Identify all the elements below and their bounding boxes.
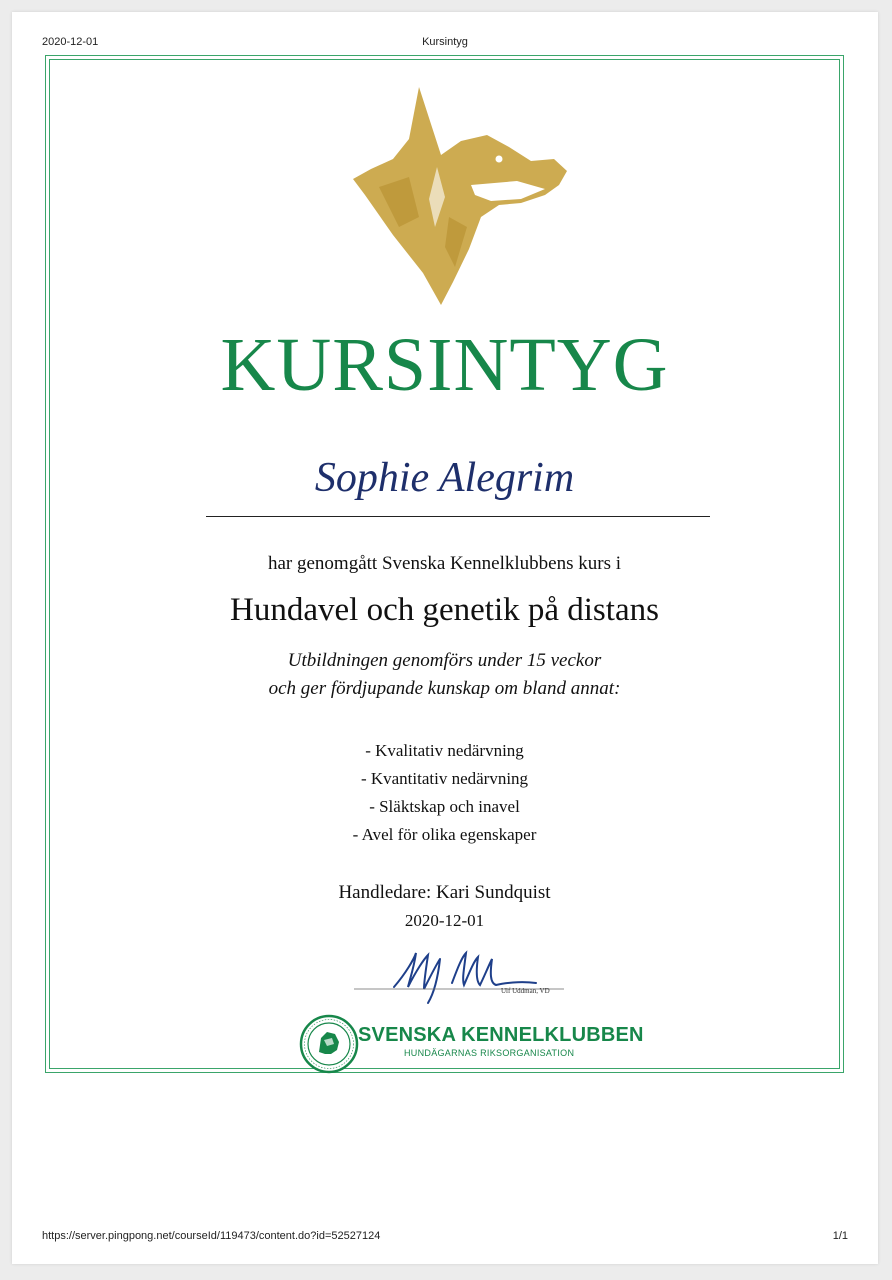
topic-list: [49, 737, 840, 849]
course-name: Hundavel och genetik på distans: [230, 592, 659, 628]
print-footer-page: 1/1: [832, 1230, 848, 1242]
name-underline: [206, 516, 710, 517]
certificate: [49, 59, 840, 1069]
kennel-club-seal-icon: [299, 1014, 359, 1074]
print-header-title: Kursintyg: [422, 36, 468, 48]
description-line-2: och ger fördjupande kunskap om bland annat:: [268, 678, 621, 699]
instructor: Handledare: Kari Sundquist: [338, 882, 551, 903]
print-footer-url: https://server.pingpong.net/courseId/119473/content.do?id=52527124: [42, 1230, 381, 1242]
certificate-date: 2020-12-01: [404, 911, 485, 930]
print-page: [12, 12, 878, 1264]
topic-item: - Kvantitativ nedärvning: [360, 769, 529, 788]
signature-icon: [354, 937, 564, 1007]
print-header-date: 2020-12-01: [42, 36, 99, 48]
intro-text: har genomgått Svenska Kennelklubbens kurs i: [267, 553, 621, 574]
certificate-title: KURSINTYG: [220, 323, 669, 407]
topic-item: - Avel för olika egenskaper: [352, 825, 537, 844]
recipient-name: Sophie Alegrim: [314, 455, 575, 501]
topic-item: - Släktskap och inavel: [369, 797, 520, 816]
organization-tagline: HUNDÄGARNAS RIKSORGANISATION: [404, 1048, 575, 1058]
description-line-1: Utbildningen genomförs under 15 veckor: [287, 650, 602, 671]
organization-name: SVENSKA KENNELKLUBBEN: [358, 1024, 644, 1046]
dog-head-icon: [349, 77, 569, 307]
signature-caption: Ulf Uddman, VD: [501, 987, 550, 995]
topic-item: - Kvalitativ nedärvning: [365, 741, 524, 760]
